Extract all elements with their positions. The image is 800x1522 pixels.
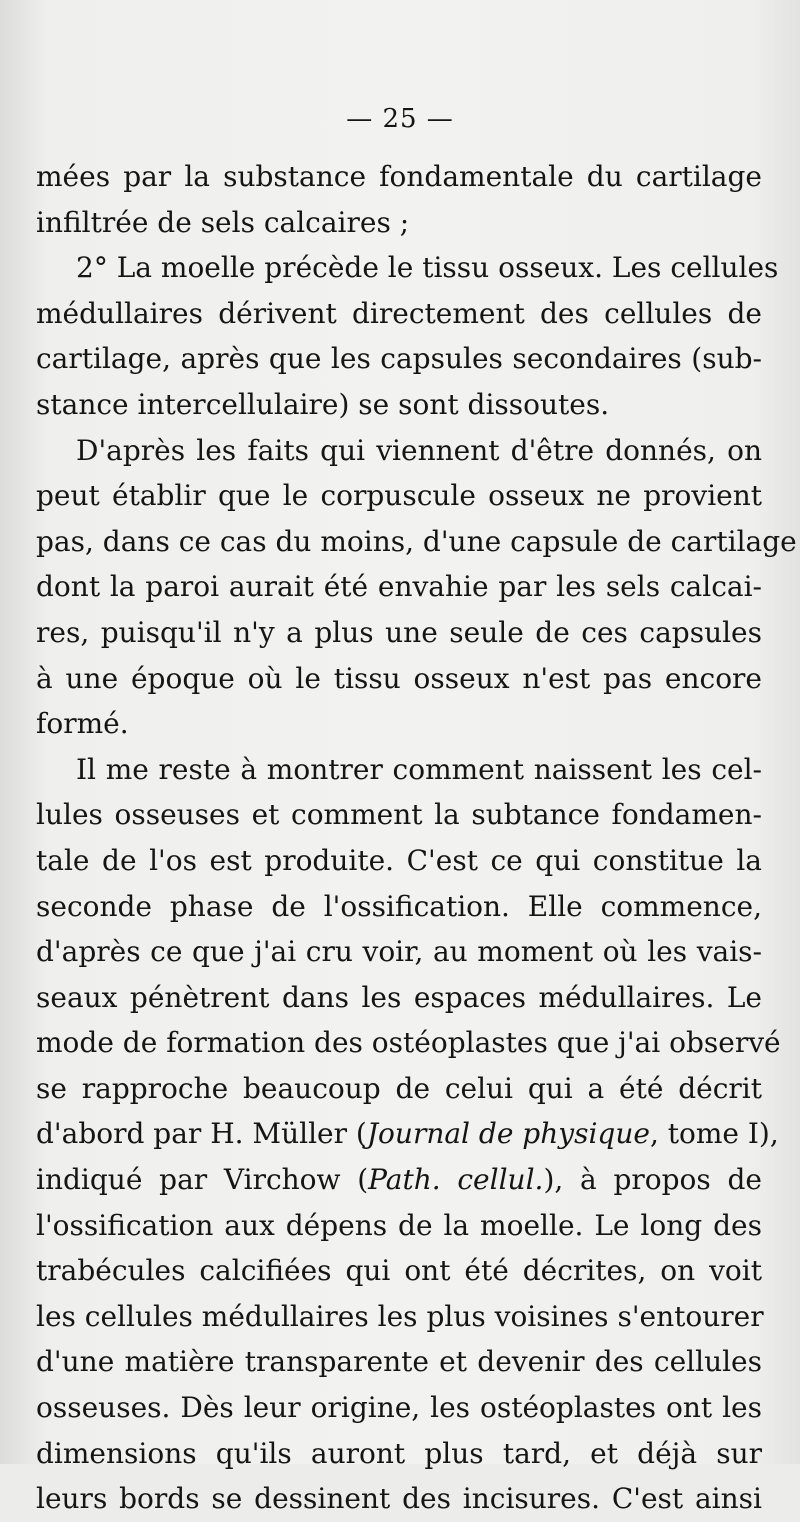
text-line: dont la paroi aurait été envahie par les sels calcai- xyxy=(36,570,762,604)
text-line: cartilage, après que les capsules secondaires (sub- xyxy=(36,342,762,376)
text-line: l'ossification aux dépens de la moelle. Le long des xyxy=(36,1208,762,1242)
text-line: trabécules calcifiées qui ont été décrites, on voit xyxy=(36,1254,762,1288)
text-line: lules osseuses et comment la subtance fondamen- xyxy=(36,798,762,832)
text-line: peut établir que le corpuscule osseux ne provient xyxy=(36,479,762,513)
text-line: osseuses. Dès leur origine, les ostéoplastes ont les xyxy=(36,1391,762,1425)
text-line: seconde phase de l'ossification. Elle commence, xyxy=(36,889,762,923)
text-line: les cellules médullaires les plus voisines s'entourer xyxy=(36,1299,764,1333)
text-line: seaux pénètrent dans les espaces médullaires. Le xyxy=(36,980,762,1014)
citation-title: Journal de physique xyxy=(366,1117,650,1151)
text-line: mées par la substance fondamentale du cartilage xyxy=(36,160,762,193)
text-segment: ), à propos de xyxy=(543,1163,762,1197)
text-line: leurs bords se dessinent des incisures. C'est ainsi xyxy=(36,1482,762,1516)
text-line: res, puisqu'il n'y a plus une seule de ces capsules xyxy=(36,615,762,649)
text-line: stance intercellulaire) se sont dissoutes. xyxy=(36,387,610,421)
text-line: pas, dans ce cas du moins, d'une capsule de cartilage xyxy=(36,524,797,558)
text-line: mode de formation des ostéoplastes que j'ai observé xyxy=(36,1026,781,1060)
text-line: 2° La moelle précède le tissu osseux. Les cellules xyxy=(76,251,779,285)
text-line: infiltrée de sels calcaires ; xyxy=(36,205,410,239)
text-line: D'après les faits qui viennent d'être donnés, on xyxy=(76,433,762,467)
text-line: médullaires dérivent directement des cellules de xyxy=(36,296,762,330)
text-line-with-citation xyxy=(36,1157,762,1203)
text-line: d'une matière transparente et devenir des cellules xyxy=(36,1345,762,1379)
text-line: se rapproche beaucoup de celui qui a été décrit xyxy=(36,1071,762,1105)
text-line: dimensions qu'ils auront plus tard, et déjà sur xyxy=(36,1436,762,1470)
text-segment: d'abord par H. Müller ( xyxy=(36,1117,367,1151)
text-line: à une époque où le tissu osseux n'est pas encore xyxy=(36,661,762,695)
text-segment: indiqué par Virchow ( xyxy=(36,1163,369,1197)
citation-title: Path. cellul. xyxy=(368,1163,544,1197)
text-line: Il me reste à montrer comment naissent les cel- xyxy=(76,752,762,786)
text-line: tale de l'os est produite. C'est ce qui constitue la xyxy=(36,843,762,877)
text-line: d'après ce que j'ai cru voir, au moment où les vais- xyxy=(36,935,762,969)
text-line: formé. xyxy=(36,707,129,741)
text-line-with-citation xyxy=(36,1111,779,1157)
body-text xyxy=(36,154,797,1522)
page-number: — 25 — xyxy=(346,104,454,134)
text-segment: , tome I), xyxy=(649,1117,779,1151)
